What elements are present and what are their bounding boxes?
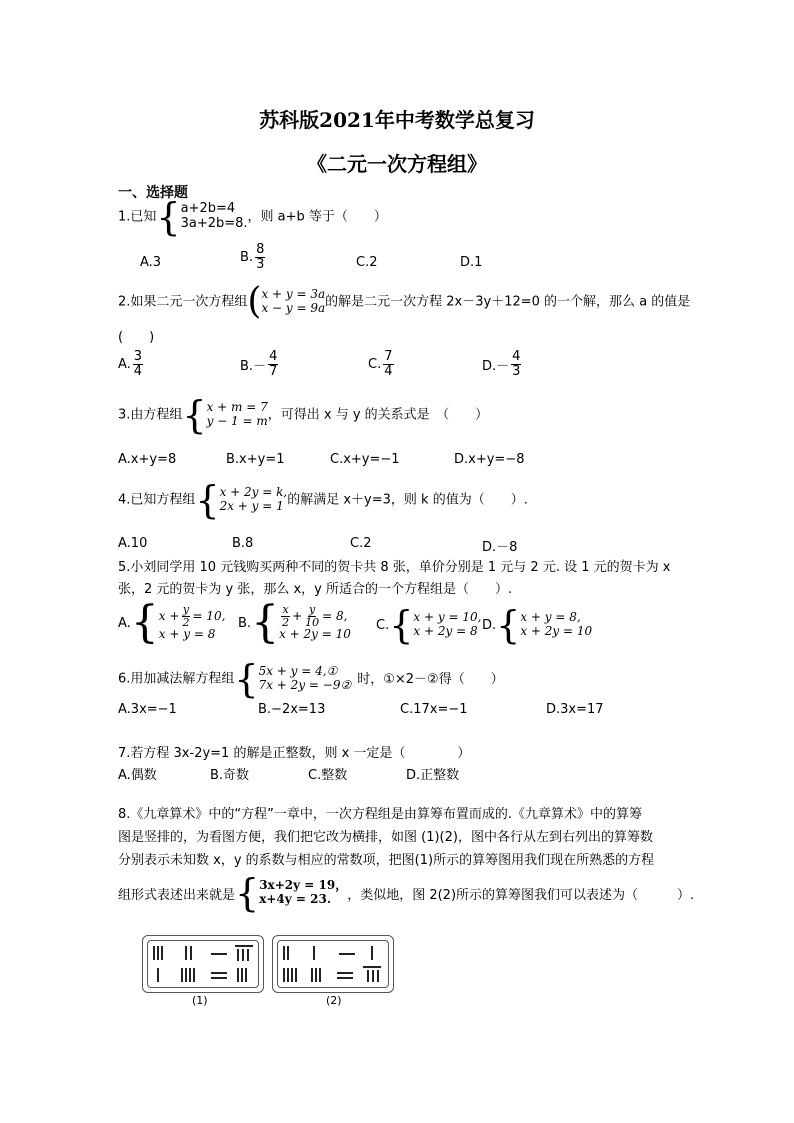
rod-figure-2: [272, 935, 394, 993]
rod-figure-1: [142, 935, 264, 993]
question-4: [118, 478, 528, 522]
q6-option-d: D.3x=17: [546, 702, 604, 717]
q8-eq1: 3x+2y = 19，: [259, 878, 348, 893]
q7-option-c: C.整数: [308, 768, 348, 783]
section-heading: 一、选择题: [118, 185, 188, 201]
q5-option-d: D. { x + y = 8, x + 2y = 10: [482, 603, 593, 647]
question-3: [118, 393, 489, 437]
q1-option-c: C.2: [356, 255, 378, 270]
q7-option-b: B.奇数: [210, 768, 250, 783]
q5-option-c: C. { x + y = 10, x + 2y = 8: [376, 603, 482, 647]
question-1: [118, 195, 387, 239]
question-6: [118, 657, 504, 701]
page-title: 苏科版2021年中考数学总复习: [259, 108, 535, 132]
q2-eq2: x − y = 9a: [261, 301, 326, 315]
q2-option-b: B.－ $\frac{4}{7}$: [240, 349, 278, 379]
question-2: [118, 281, 691, 322]
q7-option-a: A.偶数: [118, 768, 157, 783]
q2-tail: 的解是二元一次方程 2x－3y＋12=0 的一个解，那么 a 的值是: [325, 294, 691, 310]
q8-line1: 8.《九章算术》中的“方程”一章中，一次方程组是由算筹布置而成的.《九章算术》中的算筹: [118, 807, 643, 822]
q8-line2: 图是竖排的，为看图方便，我们把它改为横排，如图 (1)(2)，图中各行从左到右列出的算筹数: [118, 830, 653, 845]
q4-option-b: B.8: [232, 536, 254, 551]
q3-option-d: D.x+y=−8: [454, 452, 525, 467]
q8-eq2: x+4y = 23.: [259, 892, 332, 906]
q1-eq2: 3a+2b=8.: [180, 216, 248, 231]
page-subtitle: 《二元一次方程组》: [307, 152, 487, 176]
q6-system: { 5x + y = 4,① 7x + 2y = −9②: [234, 657, 352, 701]
q6-eq1: 5x + y = 4,①: [258, 664, 338, 679]
q8-line3: 分别表示未知数 x，y 的系数与相应的常数项，把图(1)所示的算筹图用我们现在所熟悉的方程: [118, 853, 655, 868]
q4-eq1: x + 2y = k,: [219, 485, 288, 500]
q4-number: 4.已知方程组: [118, 492, 196, 508]
q2-option-c: C. $\frac{7}{4}$: [368, 349, 393, 379]
q4-tail: 的解满足 x＋y=3，则 k 的值为（ ）.: [287, 492, 528, 508]
q6-option-b: B.−2x=13: [258, 702, 326, 717]
q1-eq1: a+2b=4: [180, 201, 236, 217]
q2-number: 2.如果二元一次方程组: [118, 294, 248, 310]
q4-system: { x + 2y = k, 2x + y = 1: [195, 478, 288, 522]
question-7: 7.若方程 3x-2y=1 的解是正整数，则 x 一定是（ ）: [118, 746, 471, 761]
q4-eq2: 2x + y = 1: [219, 499, 284, 513]
q3-eq2: y − 1 = m: [206, 414, 268, 428]
q5-option-b: B. { $\frac{x}{2}$ + $\frac{y}{10}$ = 8, x + 2y = 10: [238, 597, 351, 648]
q3-option-c: C.x+y=−1: [330, 452, 400, 467]
q1-option-b: B. $\frac{8}{3}$: [240, 242, 265, 272]
q2-eq1: x + y = 3a: [261, 287, 326, 302]
q5-option-a: A. { x + $\frac{y}{2}$ = 10, x + y = 8: [118, 597, 226, 648]
q1-system: { a+2b=4 3a+2b=8.: [156, 195, 248, 239]
q2-option-a: A. $\frac{3}{4}$: [118, 349, 143, 379]
q4-option-a: A.10: [118, 536, 148, 551]
q6-eq2: 7x + 2y = −9②: [258, 678, 352, 692]
q3-system: { x + m = 7 y − 1 = m: [182, 393, 268, 437]
q3-tail: ，可得出 x 与 y 的关系式是 （ ）: [267, 407, 489, 423]
q2-system: ( x + y = 3a x − y = 9a: [247, 281, 326, 322]
q3-option-a: A.x+y=8: [118, 452, 177, 467]
q4-option-d: D.－8: [482, 540, 518, 555]
q6-tail: 时，①×2－②得（ ）: [357, 671, 504, 687]
q7-option-d: D.正整数: [406, 768, 460, 783]
q4-option-c: C.2: [350, 536, 372, 551]
q6-option-a: A.3x=−1: [118, 702, 177, 717]
q5-line1: 5.小刘同学用 10 元钱购买两种不同的贺卡共 8 张，单价分别是 1 元与 2 元. 设 1 元的贺卡为 x: [118, 560, 671, 575]
q2-paren: ( ): [118, 330, 155, 345]
q3-eq1: x + m = 7: [206, 400, 268, 415]
q2-option-d: D.－ $\frac{4}{3}$: [482, 349, 521, 379]
q1-option-d: D.1: [460, 255, 483, 270]
q6-option-c: C.17x=−1: [400, 702, 468, 717]
q3-number: 3.由方程组: [118, 407, 183, 423]
figure-2-caption: (2): [326, 994, 342, 1007]
q8-line4: 组形式表述出来就是 { 3x+2y = 19， x+4y = 23. ，类似地，图 2(2)所示的算筹图我们可以表述为（ ）.: [118, 871, 695, 915]
q1-number: 1.已知: [118, 209, 157, 225]
q1-tail: ，则 a+b 等于（ ）: [247, 209, 387, 225]
q3-option-b: B.x+y=1: [226, 452, 285, 467]
q1-option-a: A.3: [140, 255, 162, 270]
q5-line2: 张，2 元的贺卡为 y 张，那么 x，y 所适合的一个方程组是（ ）.: [118, 582, 513, 597]
q6-number: 6.用加减法解方程组: [118, 671, 235, 687]
figure-1-caption: (1): [192, 994, 208, 1007]
